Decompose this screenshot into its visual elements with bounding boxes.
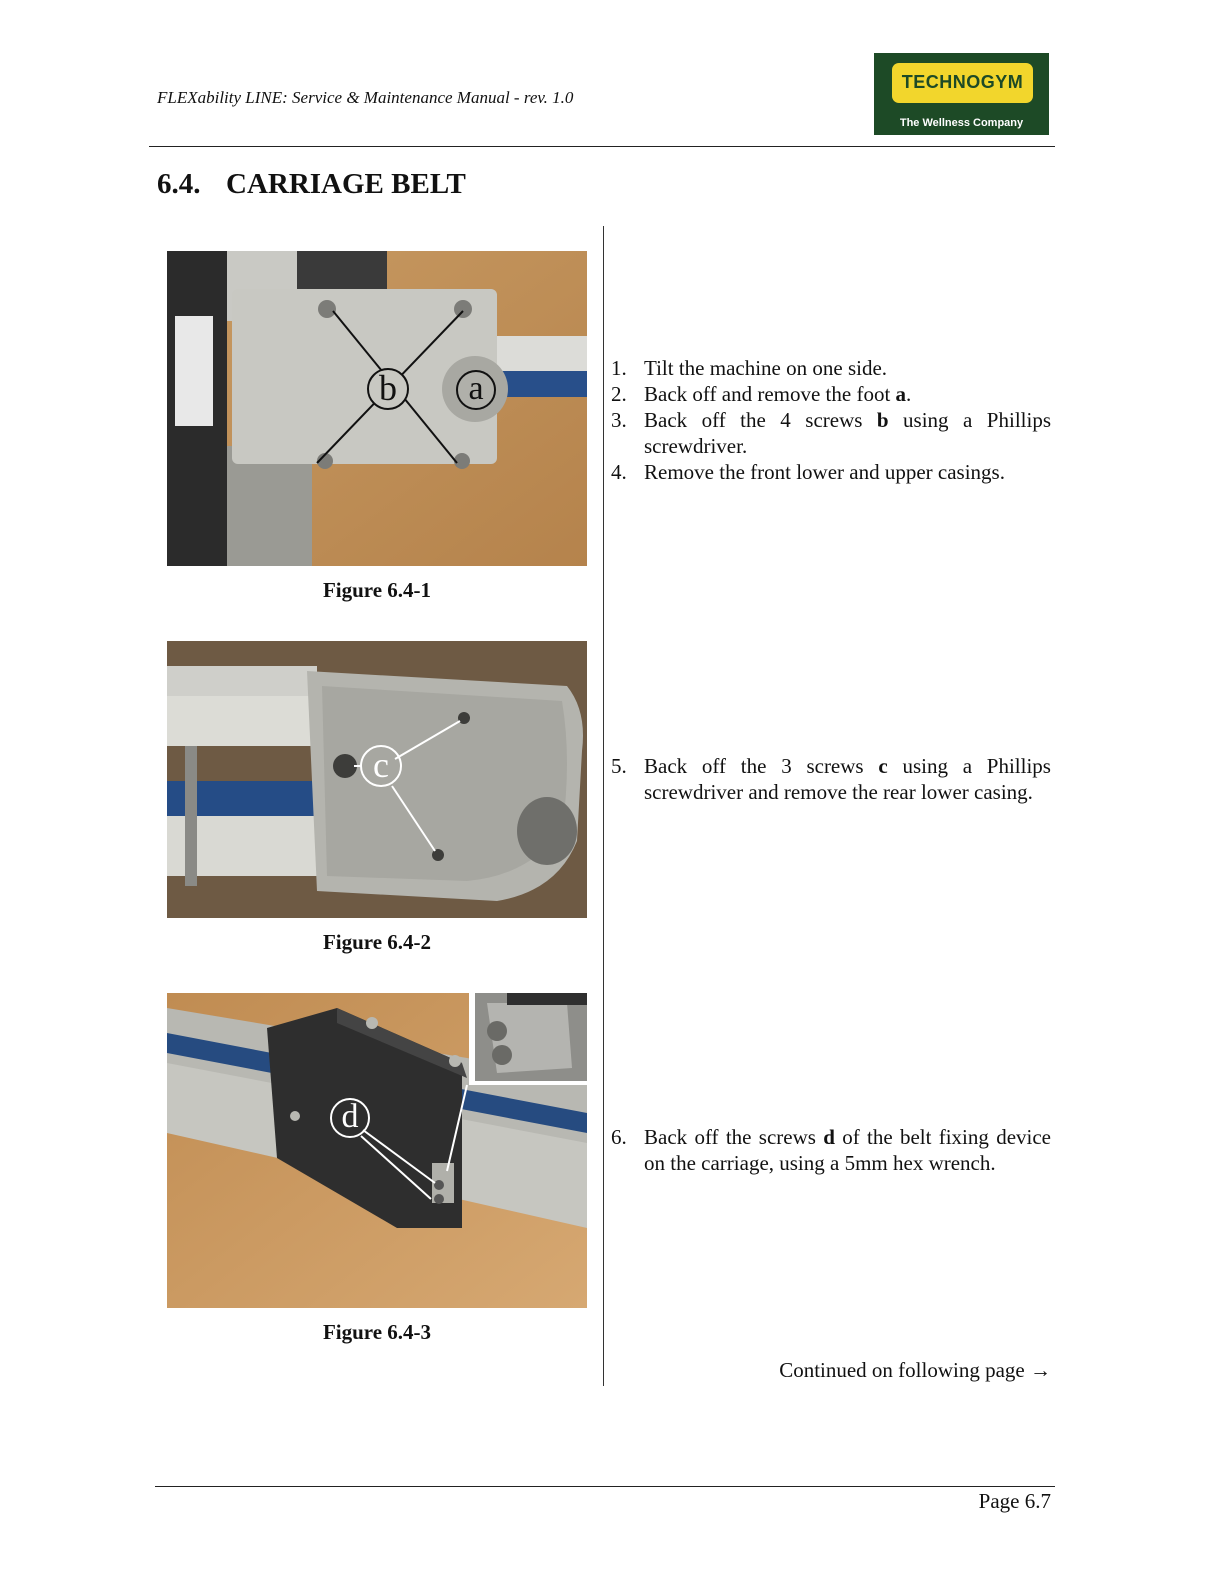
logo-wordmark: TECHNOGYM	[901, 72, 1024, 92]
figure-photo-2	[167, 641, 587, 918]
step-text-main: Back off the screws	[644, 1125, 824, 1149]
step-text	[644, 753, 1051, 805]
step-number: 6.	[611, 1125, 627, 1149]
callout-a: a	[456, 370, 496, 410]
figure-photo-3	[167, 993, 587, 1308]
step-text-main: Back off and remove the foot	[644, 382, 896, 406]
step-number: 5.	[611, 754, 627, 778]
section-title: CARRIAGE BELT	[226, 168, 466, 200]
list-item	[611, 381, 1051, 407]
callout-c: c	[360, 745, 402, 787]
logo-badge	[892, 63, 1033, 103]
step-text: Tilt the machine on one side.	[644, 356, 888, 380]
steps-list-2	[611, 753, 1051, 805]
step-text-after: .	[906, 382, 912, 406]
step-text: Remove the front lower and upper casings.	[644, 460, 1005, 484]
list-item	[611, 355, 1051, 381]
step-text-after: using a Phillips screwdriver.	[644, 408, 1051, 458]
step-text	[644, 1124, 1051, 1176]
document-title: FLEXability LINE: Service & Maintenance Manual - rev. 1.0	[157, 88, 574, 107]
step-number: 1.	[611, 356, 627, 380]
technogym-logo	[874, 53, 1049, 135]
figure-caption-2: Figure 6.4-2	[322, 930, 432, 954]
figure-caption-1: Figure 6.4-1	[322, 578, 432, 602]
list-item	[611, 753, 1051, 805]
list-item	[611, 407, 1051, 459]
column-divider	[603, 226, 604, 1386]
step-number: 4.	[611, 460, 627, 484]
step-text-after: of the belt fixing device on the carriage, using a 5mm hex wrench.	[644, 1125, 1051, 1175]
section-number: 6.4.	[157, 168, 201, 200]
step-key-letter: b	[876, 408, 889, 432]
step-number: 2.	[611, 382, 627, 406]
steps-list-1	[611, 355, 1051, 485]
page-number: Page 6.7	[978, 1489, 1051, 1513]
step-text-main: Back off the 3 screws	[644, 754, 879, 778]
callout-b: b	[367, 368, 409, 410]
steps-list-3	[611, 1124, 1051, 1176]
list-item	[611, 1124, 1051, 1176]
continued-note: Continued on following page →	[779, 1358, 1051, 1382]
list-item	[611, 459, 1051, 485]
step-text	[644, 381, 1051, 407]
step-key-letter: d	[823, 1125, 835, 1149]
step-key-letter: a	[895, 382, 907, 406]
step-number: 3.	[611, 408, 627, 432]
figure-caption-3: Figure 6.4-3	[322, 1320, 432, 1344]
header-divider	[149, 146, 1055, 147]
section-heading	[157, 168, 466, 201]
step-key-letter: c	[878, 754, 888, 778]
logo-tagline: The Wellness Company	[899, 117, 1024, 129]
step-text-main: Back off the 4 screws	[644, 408, 877, 432]
step-text	[644, 407, 1051, 459]
step-text-after: using a Phillips screwdriver and remove the rear lower casing.	[644, 754, 1051, 804]
footer-divider	[155, 1486, 1055, 1487]
figure-photo-1	[167, 251, 587, 566]
callout-d: d	[330, 1098, 370, 1138]
